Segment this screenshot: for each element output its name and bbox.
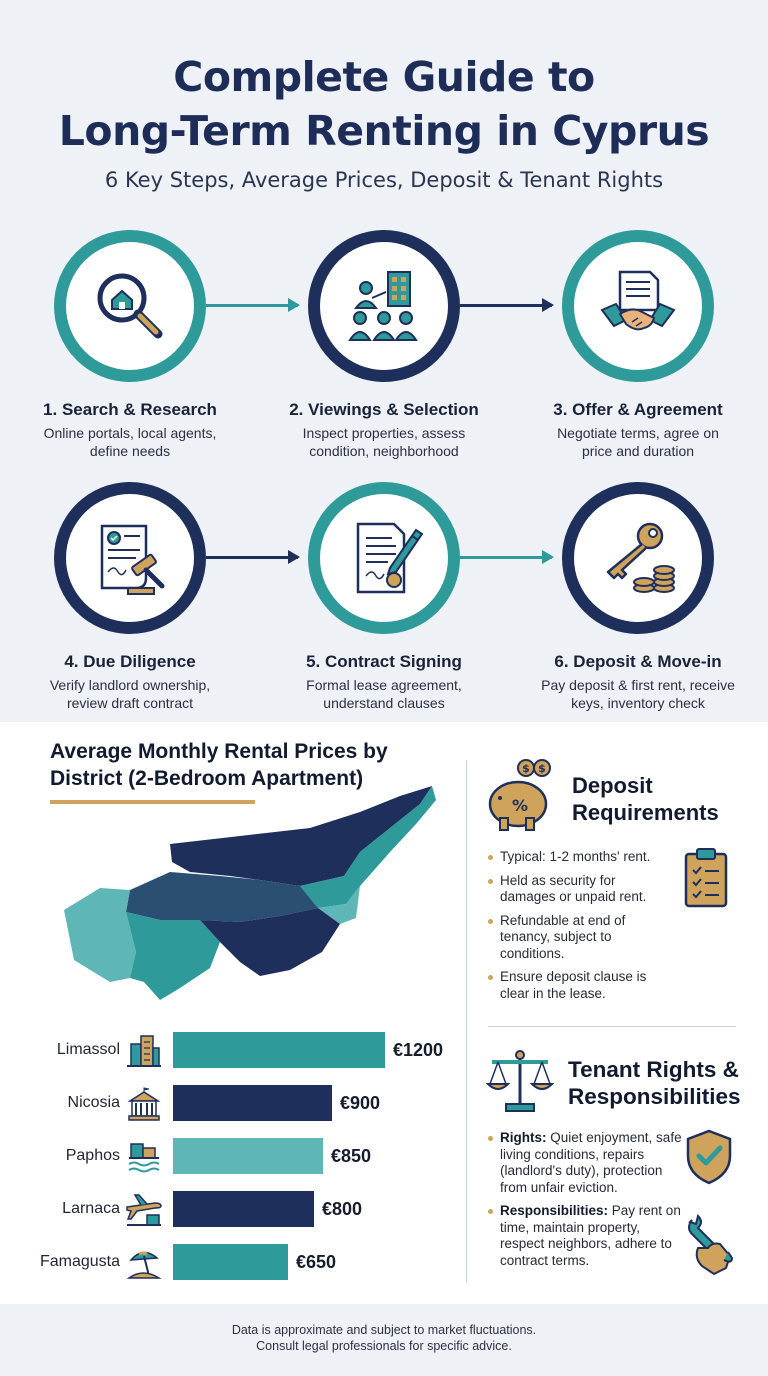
step-3-desc: Negotiate terms, agree on price and duration — [557, 425, 719, 459]
step-4-title: 4. Due Diligence — [64, 652, 196, 671]
bar-limassol — [173, 1032, 385, 1068]
bar-label: Paphos — [65, 1147, 120, 1164]
step-1-desc: Online portals, local agents, define needs — [43, 425, 217, 459]
step-5 — [264, 482, 504, 712]
title-line-1: Complete Guide to — [173, 53, 595, 101]
deposit-bullet: Ensure deposit clause is clear in the lease. — [488, 969, 668, 1002]
bar-larnaca — [173, 1191, 314, 1227]
footer-disclaimer: Data is approximate and subject to market fluctuations. Consult legal professionals for specific advice. — [231, 1323, 537, 1353]
contract-pen-icon — [342, 516, 426, 600]
rights-bullet: Rights: Quiet enjoyment, safe living conditions, repairs (landlord's duty), protection from unfair eviction. — [488, 1130, 684, 1196]
step-3 — [518, 230, 758, 460]
step-3-title: 3. Offer & Agreement — [553, 400, 723, 419]
rights-title: Tenant Rights & Responsibilities — [568, 1057, 741, 1109]
map-region-paphos — [64, 888, 136, 982]
bar-nicosia — [173, 1085, 332, 1121]
step-5-title: 5. Contract Signing — [306, 652, 462, 671]
step-5-desc: Formal lease agreement, understand clauses — [306, 677, 462, 711]
step-3-ring — [562, 230, 714, 382]
deposit-bullet: Held as security for damages or unpaid rent. — [488, 873, 668, 906]
prices-title: Average Monthly Rental Prices by District (2-Bedroom Apartment) — [50, 740, 388, 790]
coastal-town-icon — [125, 1140, 163, 1174]
bar-paphos — [173, 1138, 323, 1174]
government-building-icon — [125, 1087, 163, 1121]
rights-bullets — [488, 1130, 684, 1276]
step-2 — [264, 230, 504, 460]
step-1-title: 1. Search & Research — [43, 400, 217, 419]
page-title — [0, 50, 768, 158]
panel-divider-horizontal — [488, 1026, 736, 1027]
step-6-ring — [562, 482, 714, 634]
cyprus-district-map — [60, 782, 440, 1008]
step-6 — [518, 482, 758, 712]
wrench-hand-icon — [684, 1214, 736, 1276]
step-5-ring — [308, 482, 460, 634]
deposit-bullet: Refundable at end of tenancy, subject to conditions. — [488, 913, 668, 963]
clipboard-checklist-icon — [683, 846, 729, 910]
bar-row-paphos — [0, 1138, 468, 1174]
bar-label: Limassol — [56, 1041, 120, 1058]
deposit-bullet: Typical: 1-2 months' rent. — [488, 849, 668, 866]
legal-gavel-icon — [88, 516, 172, 600]
svg-text:$: $ — [538, 762, 546, 775]
bar-label: Larnaca — [62, 1200, 120, 1217]
skyscraper-icon — [125, 1034, 163, 1068]
viewing-presentation-icon — [342, 264, 426, 348]
svg-text:$: $ — [522, 762, 530, 775]
step-4 — [10, 482, 250, 712]
page-subtitle: 6 Key Steps, Average Prices, Deposit & Tenant Rights — [104, 168, 664, 192]
airplane-icon — [125, 1193, 163, 1227]
bar-value-label: €650 — [296, 1252, 337, 1272]
search-house-icon — [88, 264, 172, 348]
svg-text:%: % — [511, 796, 529, 815]
piggy-bank-icon — [486, 756, 558, 832]
bar-famagusta — [173, 1244, 288, 1280]
title-line-2: Long-Term Renting in Cyprus — [58, 107, 710, 155]
bar-value-label: €850 — [331, 1146, 372, 1166]
bar-value-label: €900 — [340, 1093, 381, 1113]
deposit-title: Deposit Requirements — [572, 773, 719, 825]
step-4-desc: Verify landlord ownership, review draft contract — [49, 677, 211, 711]
step-1-ring — [54, 230, 206, 382]
step-6-title: 6. Deposit & Move-in — [554, 652, 722, 671]
bar-label: Nicosia — [67, 1094, 120, 1111]
step-2-title: 2. Viewings & Selection — [289, 400, 479, 419]
beach-umbrella-icon — [125, 1246, 163, 1280]
bar-label: Famagusta — [39, 1253, 120, 1270]
step-6-desc: Pay deposit & first rent, receive keys, inventory check — [541, 677, 735, 711]
step-2-ring — [308, 230, 460, 382]
step-4-ring — [54, 482, 206, 634]
responsibilities-bullet: Responsibilities: Pay rent on time, maintain property, respect neighbors, adhere to contract terms. — [488, 1203, 684, 1269]
bar-value-label: €1200 — [393, 1040, 444, 1060]
bar-row-famagusta — [0, 1244, 468, 1280]
key-coins-icon — [596, 516, 680, 600]
deposit-bullets — [488, 849, 668, 1009]
bar-value-label: €800 — [322, 1199, 363, 1219]
bar-row-nicosia — [0, 1085, 468, 1121]
bar-row-larnaca — [0, 1191, 468, 1227]
bar-row-limassol — [0, 1032, 468, 1068]
shield-check-icon — [684, 1128, 734, 1186]
step-2-desc: Inspect properties, assess condition, neighborhood — [302, 425, 466, 459]
scales-of-justice-icon — [486, 1048, 554, 1114]
handshake-document-icon — [596, 264, 680, 348]
step-1 — [10, 230, 250, 460]
